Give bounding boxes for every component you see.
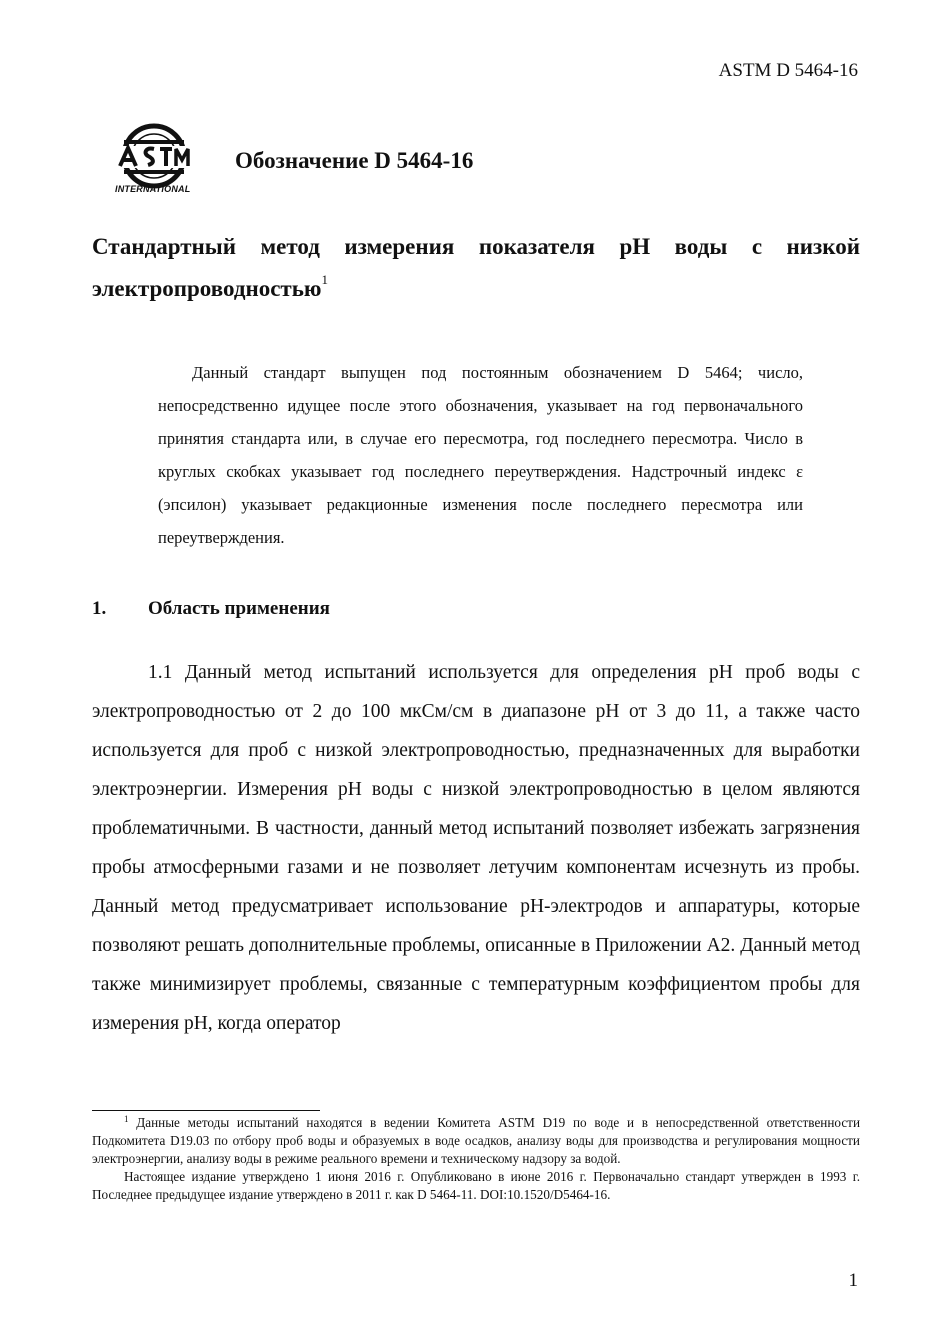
footnote-divider: [92, 1110, 320, 1111]
footnote-1-text: Данные методы испытаний находятся в ведении Комитета ASTM D19 по воде и в непосредственной ответственности Подкомитета D19.03 по отбору проб воды и образуемых в воде осадков, анализу воды для производства и регулирования мощности электроэнергии, анализу воды в режиме реального времени и техническому надзору за водой.: [92, 1115, 861, 1166]
footnote-1: [92, 1114, 860, 1168]
section-heading: [92, 598, 330, 620]
footnotes: [92, 1114, 860, 1204]
standard-notice: Данный стандарт выпущен под постоянным обозначением D 5464; число, непосредственно идущее после этого обозначения, указывает на год первоначального принятия стандарта или, в случае его пересмотра, год последнего пересмотра. Число в круглых скобках указывает год последнего переутверждения. Надстрочный индекс ε (эпсилон) указывает редакционные изменения после последнего пересмотра или переутверждения.: [158, 363, 803, 547]
running-head: ASTM D 5464-16: [718, 60, 858, 81]
footnote-mark: 1: [124, 1114, 129, 1124]
footnote-2: Настоящее издание утверждено 1 июня 2016 г. Опубликовано в июне 2016 г. Первоначально стандарт утвержден в 1993 г. Последнее предыдущее издание утверждено в 2011 г. как D 5464-11. DOI:10.1520/D5464-16.: [92, 1169, 860, 1202]
designation-heading: Обозначение D 5464-16: [235, 148, 474, 173]
section-number: 1.: [92, 598, 107, 619]
section-title: Область применения: [148, 598, 330, 619]
document-title: [92, 226, 860, 310]
title-footnote-mark: 1: [321, 272, 328, 287]
title-text: Стандартный метод измерения показателя pH воды с низкой электропроводностью: [92, 234, 860, 301]
logo-caption: INTERNATIONAL: [115, 184, 191, 194]
paragraph-1-1: 1.1 Данный метод испытаний используется для определения pH проб воды с электропроводностью от 2 до 100 мкСм/см в диапазоне pH от 3 до 11, а также часто используется для проб с низкой электропроводностью, предназначенных для выработки электроэнергии. Измерения pH воды с низкой электропроводностью в целом являются проблематичными. В частности, данный метод испытаний позволяет избежать загрязнения пробы атмосферными газами и не позволяет летучим компонентам исчезнуть из пробы. Данный метод предусматривает использование pH-электродов и аппаратуры, которые позволяют решать дополнительные проблемы, описанные в Приложении А2. Данный метод также минимизирует проблемы, связанные с температурным коэффициентом пробы для измерения pH, когда оператор: [92, 662, 860, 1034]
page-number: 1: [848, 1270, 858, 1291]
